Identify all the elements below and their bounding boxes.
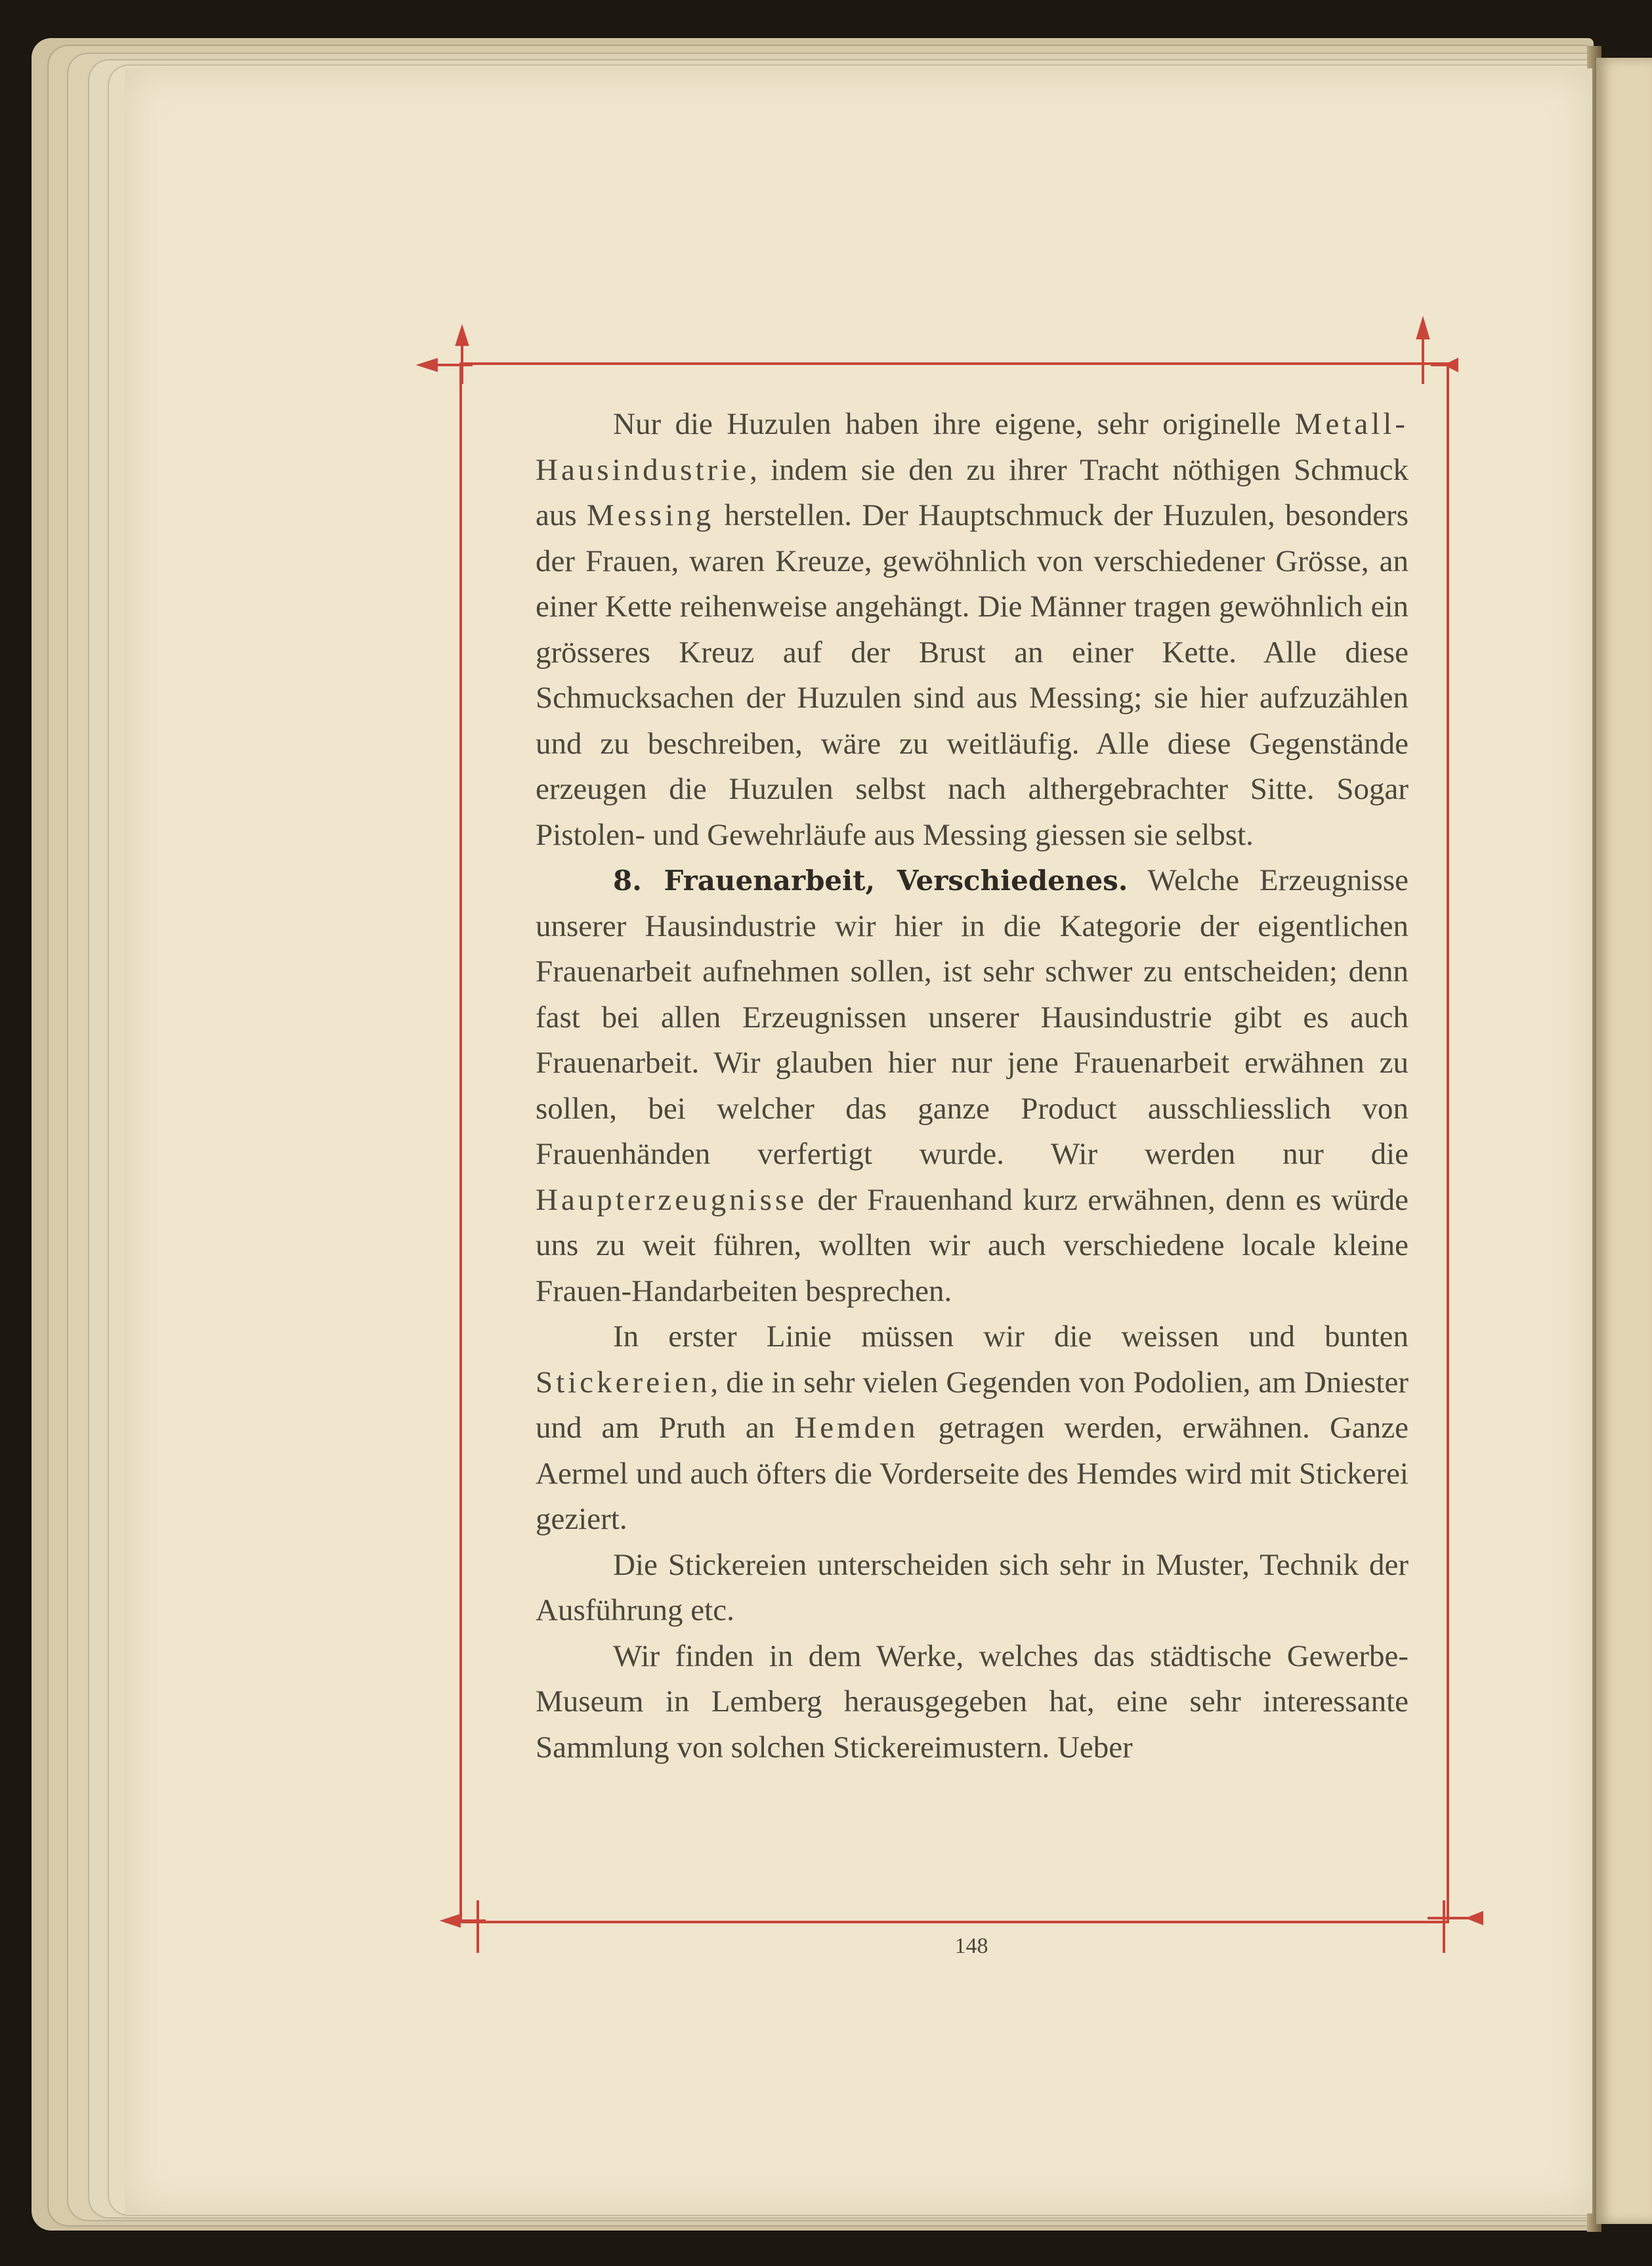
spaced-term: Hemden xyxy=(794,1411,919,1445)
paragraph-museum-work xyxy=(536,1634,1408,1771)
paragraph-metal-industry xyxy=(536,402,1408,858)
corner-arrow xyxy=(420,360,436,370)
text-segment: , die in sehr vielen Gegenden von Podolien, am Dniester und am Pruth an xyxy=(536,1365,1408,1445)
text-segment: Nur die Huzulen haben ihre eigene, sehr originelle xyxy=(613,407,1295,441)
text-segment: , indem sie den zu ihrer Tracht nöthigen Schmuck aus xyxy=(536,452,1408,532)
corner-arrow xyxy=(1447,360,1457,370)
corner-arrow xyxy=(1469,1913,1482,1923)
spaced-term: Messing xyxy=(586,498,715,532)
paragraph-embroidery-differences xyxy=(536,1543,1408,1634)
text-segment: der Frauenhand kurz erwähnen, denn es würde uns zu weit führen, wollten wir auch verschiedene locale kleine Frauen-Handarbeiten besprechen. xyxy=(536,1182,1408,1308)
spaced-term: Stickereien xyxy=(536,1365,711,1400)
corner-arrow xyxy=(457,328,467,345)
text-segment: In erster Linie müssen wir die weissen und bunten xyxy=(613,1319,1408,1354)
body-text xyxy=(536,402,1408,1770)
corner-arrow xyxy=(444,1915,459,1926)
paragraph-embroidery xyxy=(536,1314,1408,1543)
corner-arrow xyxy=(1418,320,1428,338)
section-heading: 8. Frauenarbeit, Verschiedenes. xyxy=(613,865,1128,897)
page-number: 148 xyxy=(954,1934,988,1958)
spaced-term: Haupterzeugnisse xyxy=(536,1182,808,1217)
text-segment: Die Stickereien unterscheiden sich sehr in Muster, Technik der Ausführung etc. xyxy=(536,1547,1408,1627)
text-segment: getragen werden, erwähnen. Ganze Aermel und auch öfters die Vorderseite des Hemdes wird mit Stickerei geziert. xyxy=(536,1411,1408,1536)
paragraph-womens-work xyxy=(536,858,1408,1314)
text-segment: herstellen. Der Hauptschmuck der Huzulen, besonders der Frauen, waren Kreuze, gewöhnlich von verschiedener Grösse, an einer Kette reihenweise angehängt. Die Männer tragen gewöhnlich ein grösseres Kreuz auf der Brust an einer Kette. Alle diese Schmucksachen der Huzulen sind aus Messing; sie hier aufzuzählen und zu beschreiben, wäre zu weitläufig. Alle diese Gegenstände erzeugen die Huzulen selbst nach althergebrachter Sitte. Sogar Pistolen- und Gewehrläufe aus Messing giessen sie selbst. xyxy=(536,498,1408,852)
spaced-term: Metall-Hausindustrie xyxy=(536,407,1408,487)
text-segment: Wir finden in dem Werke, welches das städtische Gewerbe-Museum in Lemberg herausgegeben hat, eine sehr interessante Sammlung von solchen Stickereimustern. Ueber xyxy=(536,1638,1408,1764)
text-segment: Welche Erzeugnisse unserer Hausindustrie wir hier in die Kategorie der eigentlichen Frauenarbeit aufnehmen sollen, ist sehr schwer zu entscheiden; denn fast bei allen Erzeugnissen unserer Hausindustrie gibt es auch Frauenarbeit. Wir glauben hier nur jene Frauenarbeit erwähnen zu sollen, bei welcher das ganze Product ausschliesslich von Frauenhänden verfertigt wurde. Wir werden nur die xyxy=(536,863,1408,1171)
